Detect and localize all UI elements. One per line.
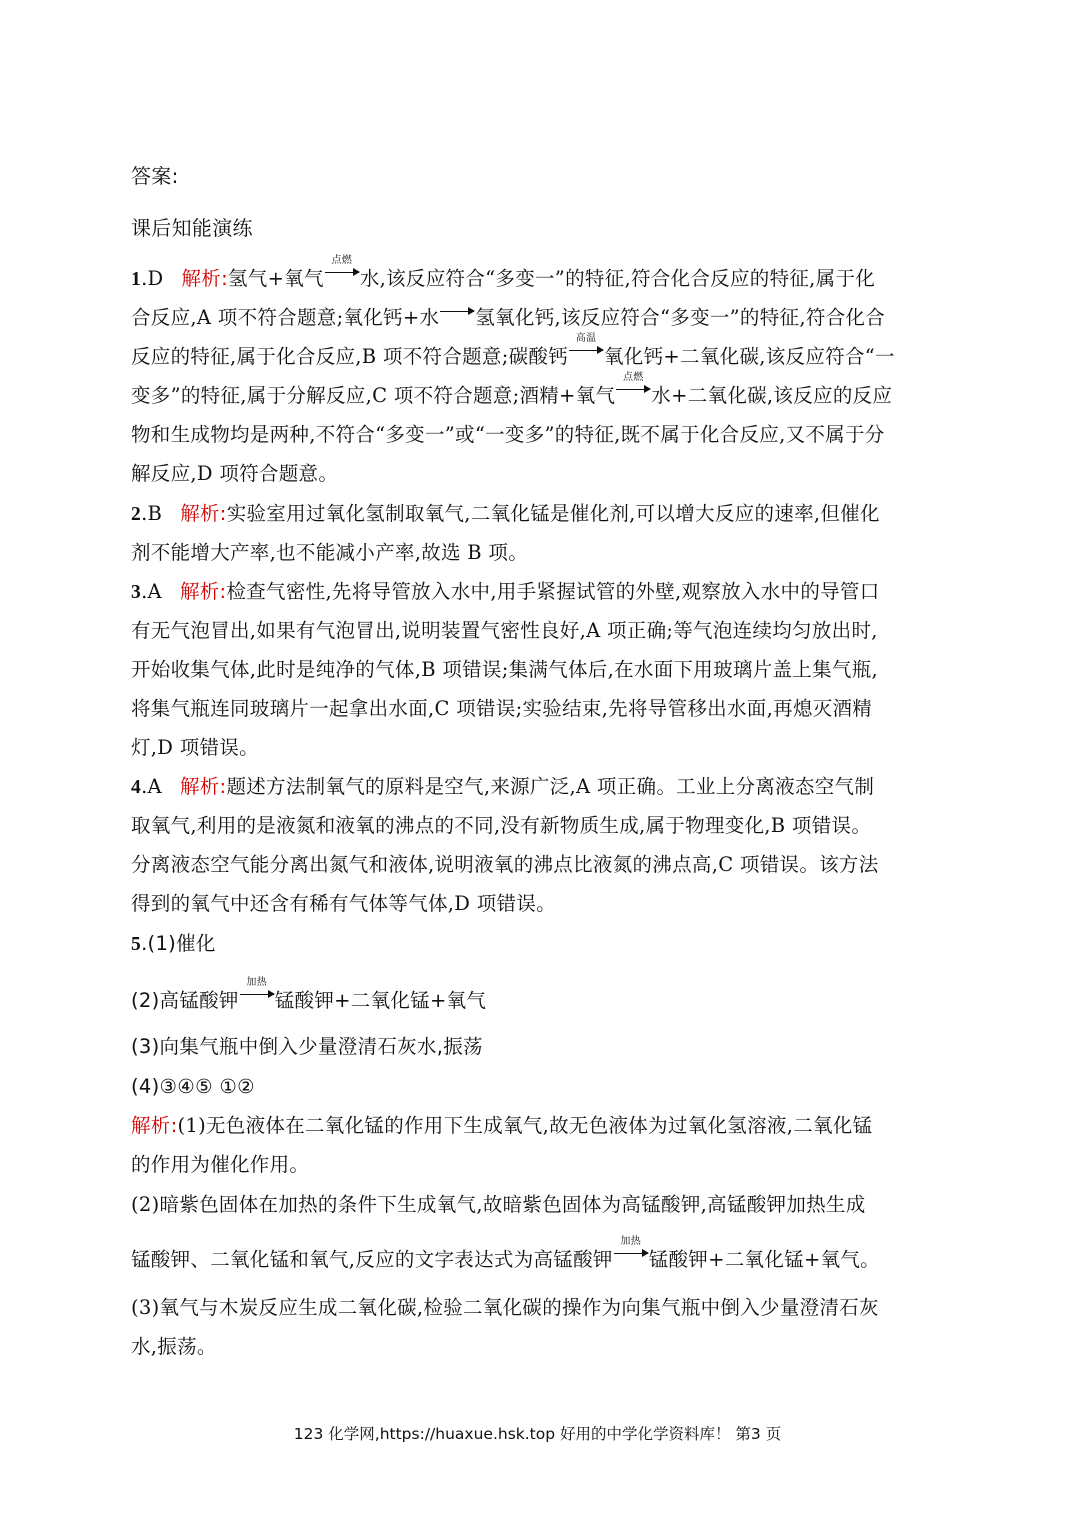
q3-line-5: 灯,D 项错误。 [131, 736, 259, 759]
q1-answer: .D [141, 267, 164, 290]
q4-analysis-label: 解析: [179, 775, 227, 798]
q3-line-1 [131, 572, 951, 612]
q4-answer: .A [141, 775, 162, 798]
section-title: 课后知能演练 [131, 216, 253, 240]
high-temp-condition: 高温 [575, 333, 597, 344]
q4-text-1: 题述方法制氧气的原料是空气,来源广泛,A 项正确。工业上分离液态空气制 [226, 775, 875, 798]
q5-answer-3: (3)向集气瓶中倒入少量澄清石灰水,振荡 [131, 1035, 483, 1058]
reaction-arrow-icon [616, 389, 650, 391]
ignite-arrow [325, 255, 359, 285]
q5-analysis-line-1 [131, 1106, 951, 1145]
q4-number: 4 [131, 777, 142, 798]
q1-line-6: 解反应,D 项符合题意。 [131, 462, 339, 485]
q5-answer-2a: (2)高锰酸钾 [131, 989, 239, 1012]
reaction-arrow-icon [614, 1253, 648, 1255]
q1-text-1b: 水,该反应符合“多变一”的特征,符合化合反应的特征,属于化 [359, 267, 876, 290]
q1-text-1a: 氢气+氧气 [227, 267, 324, 290]
q2-text-1: 实验室用过氧化氢制取氧气,二氧化锰是催化剂,可以增大反应的速率,但催化 [226, 502, 880, 525]
q1-line-3 [131, 333, 951, 376]
q1-number: 1 [131, 269, 142, 290]
q1-text-2b: 氢氧化钙,该反应符合“多变一”的特征,符合化合 [475, 306, 886, 329]
q5-answer-1-text: .(1)催化 [141, 932, 216, 955]
q3-text-1: 检查气密性,先将导管放入水中,用手紧握试管的外壁,观察放入水中的导管口 [226, 580, 880, 603]
q5-analysis-line-2: 的作用为催化作用。 [131, 1153, 310, 1176]
q3-number: 3 [131, 582, 142, 603]
q5-analysis-line-5: (3)氧气与木炭反应生成二氧化碳,检验二氧化碳的操作为向集气瓶中倒入少量澄清石灰 [131, 1296, 879, 1319]
high-temp-arrow [569, 333, 603, 363]
reaction-arrow-icon [240, 994, 274, 996]
q1-text-4b: 水+二氧化碳,该反应的反应 [651, 384, 893, 407]
q5-analysis-label: 解析: [131, 1114, 178, 1137]
q1-text-4a: 变多”的特征,属于分解反应,C 项不符合题意;酒精+氧气 [131, 384, 616, 407]
q2-line-2: 剂不能增大产率,也不能减小产率,故选 B 项。 [131, 541, 529, 564]
q4-line-3: 分离液态空气能分离出氮气和液体,说明液氧的沸点比液氮的沸点高,C 项错误。该方法 [131, 853, 879, 876]
heat-arrow [614, 1236, 648, 1266]
ignite-condition: 点燃 [622, 372, 644, 383]
heat-condition: 加热 [620, 1236, 641, 1247]
answer-heading: 答案: [131, 164, 179, 188]
q1-analysis-label: 解析: [181, 267, 228, 290]
q1-text-2a: 合反应,A 项不符合题意;氧化钙+水 [131, 306, 440, 329]
q1-text-3b: 氧化钙+二氧化碳,该反应符合“一 [604, 345, 895, 368]
q4-line-1 [131, 767, 951, 807]
q3-line-3: 开始收集气体,此时是纯净的气体,B 项错误;集满气体后,在水面下用玻璃片盖上集气瓶, [131, 658, 878, 681]
q5-number: 5 [131, 934, 142, 955]
reaction-arrow-icon [325, 272, 359, 274]
q1-line-5: 物和生成物均是两种,不符合“多变一”或“一变多”的特征,既不属于化合反应,又不属于分 [131, 423, 885, 446]
q5-answer-4: (4)③④⑤ ①② [131, 1075, 255, 1098]
reaction-arrow-icon [569, 350, 603, 352]
heat-condition: 加热 [246, 977, 268, 988]
q5-answer-2b: 锰酸钾+二氧化锰+氧气 [274, 989, 487, 1012]
q5-analysis-line-3: (2)暗紫色固体在加热的条件下生成氧气,故暗紫色固体为高锰酸钾,高锰酸钾加热生成 [131, 1193, 866, 1216]
q1-line-4 [131, 372, 951, 415]
ignite-arrow [616, 372, 650, 402]
q2-analysis-label: 解析: [180, 502, 227, 525]
heat-arrow [240, 977, 274, 1007]
q2-answer: .B [141, 502, 163, 525]
q5-analysis-text-1: (1)无色液体在二氧化锰的作用下生成氧气,故无色液体为过氧化氢溶液,二氧化锰 [177, 1114, 873, 1137]
q5-answer-2 [131, 977, 951, 1020]
q1-line-2 [131, 298, 951, 337]
page-footer: 123 化学网,https://huaxue.hsk.top 好用的中学化学资料库！ 第3 页 [293, 1425, 782, 1443]
q2-line-1 [131, 494, 951, 534]
q1-text-3a: 反应的特征,属于化合反应,B 项不符合题意;碳酸钙 [131, 345, 568, 368]
q5-analysis-line-6: 水,振荡。 [131, 1335, 217, 1358]
q3-analysis-label: 解析: [179, 580, 227, 603]
q4-line-4: 得到的氧气中还含有稀有气体等气体,D 项错误。 [131, 892, 556, 915]
q5-analysis-text-4a: 锰酸钾、二氧化锰和氧气,反应的文字表达式为高锰酸钾 [131, 1248, 613, 1271]
reaction-arrow-icon [440, 311, 474, 313]
q3-answer: .A [141, 580, 162, 603]
q1-line-1 [131, 255, 951, 299]
plain-arrow [440, 308, 474, 324]
q4-line-2: 取氧气,利用的是液氮和液氧的沸点的不同,没有新物质生成,属于物理变化,B 项错误。 [131, 814, 872, 837]
q5-analysis-text-4b: 锰酸钾+二氧化锰+氧气。 [648, 1248, 880, 1271]
ignite-condition: 点燃 [331, 255, 353, 266]
q3-line-2: 有无气泡冒出,如果有气泡冒出,说明装置气密性良好,A 项正确;等气泡连续均匀放出时, [131, 619, 878, 642]
q2-number: 2 [131, 504, 142, 525]
q5-answer-1 [131, 924, 951, 964]
q3-line-4: 将集气瓶连同玻璃片一起拿出水面,C 项错误;实验结束,先将导管移出水面,再熄灭酒精 [131, 697, 873, 720]
q5-analysis-line-4 [131, 1236, 951, 1279]
